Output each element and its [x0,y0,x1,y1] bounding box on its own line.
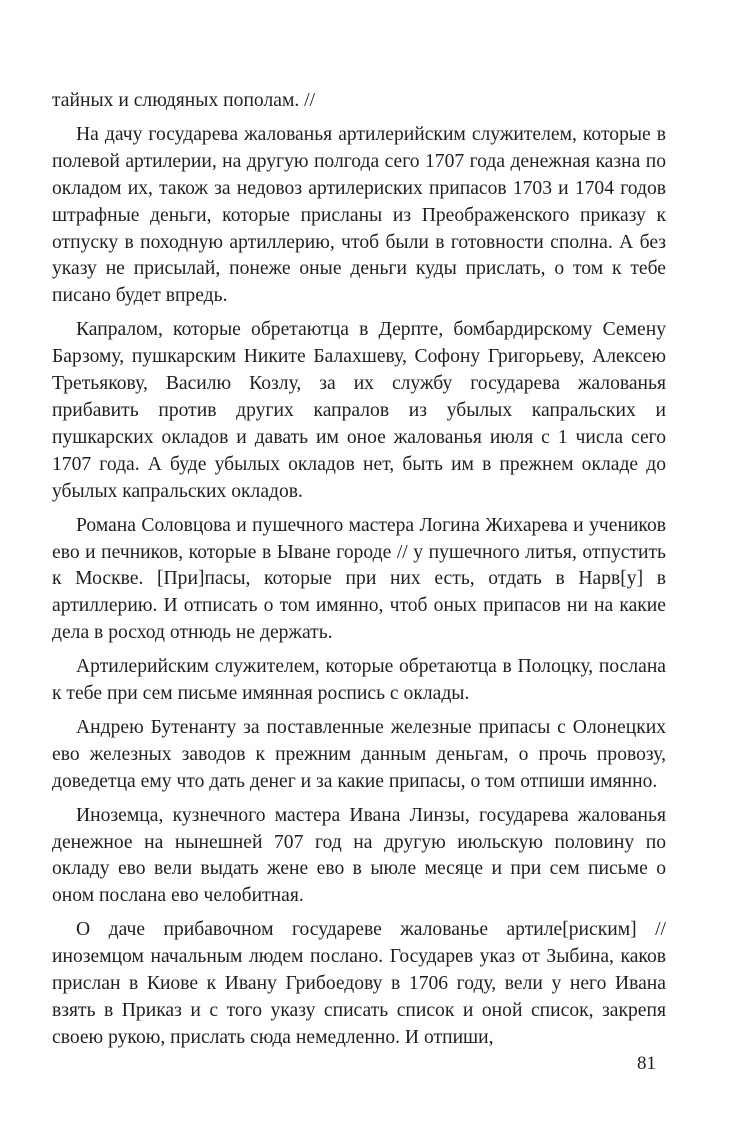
paragraph-ivan-linza: Иноземца, кузнечного мастера Ивана Линзы, государева жалованья денежное на нынешней 707 год на другую июльскую половину по окладу ево вели выдать жене ево в ыюле месяце и при сем письме о оном послана ево челобитная. [52,804,666,907]
paragraph-additional-salary: О даче прибавочном государеве жалованье артиле[риским] // иноземцом начальным людем послано. Государев указ от Зыбина, каков прислан в Киове к Ивану Грибоедову в 1706 году, вели у него Ивана взять в Приказ и с того указу списать список и оной список, закрепя своею рукою, прислать сюда немедленно. И отпиши, [52,919,666,1048]
paragraph-corporals-derpt: Капралом, которые обретаютца в Дерпте, бомбардирскому Семену Барзому, пушкарским Никите Балахшеву, Софону Григорьеву, Алексею Третьякову, Василю Козлу, за их службу государева жалованья прибавить против других капралов из убылых капральских и пушкарских окладов и давать им оное жалованья июля с 1 числа сего 1707 года. А буде убылых окладов нет, быть им в прежнем окладе до убылых капральских окладов. [52,319,666,502]
paragraph-butenant: Андрею Бутенанту за поставленные железные припасы с Олонецких ево железных заводов к прежним данным деньгам, о прочь провозу, доведетца ему что дать денег и за какие припасы, о том отпиши имянно. [52,716,666,792]
paragraph-salary-field-artillery: На дачу государева жалованья артилерийским служителем, которые в полевой артилерии, на другую полгода сего 1707 года денежная казна по окладом их, також за недовоз артилериских припасов 1703 и 1704 годов штрафные деньги, которые присланы из Преображенского приказу к отпуску в походную артиллерию, чтоб были в готовности сполна. А без указу не присылай, понеже оные деньги куды прислать, о том к тебе писано будет впредь. [52,123,666,307]
paragraph-polotsk-servants: Артилерийским служителем, которые обретаютца в Полоцку, послана к тебе при сем письме имянная роспись с оклады. [52,656,666,705]
page-number: 81 [637,1053,656,1074]
body-text [52,88,666,1059]
paragraph-cannon-masters: Романа Соловцова и пушечного мастера Логина Жихарева и учеников ево и печников, которые в Ыване городе // у пушечного литья, отпустить к Москве. [При]пасы, которые при них есть, отдать в Нарв[у] в артиллерию. И отписать о том имянно, чтоб оных припасов ни на какие дела в росход отнюдь не держать. [52,514,666,644]
paragraph-continuation: тайных и слюдяных пополам. // [52,90,316,111]
